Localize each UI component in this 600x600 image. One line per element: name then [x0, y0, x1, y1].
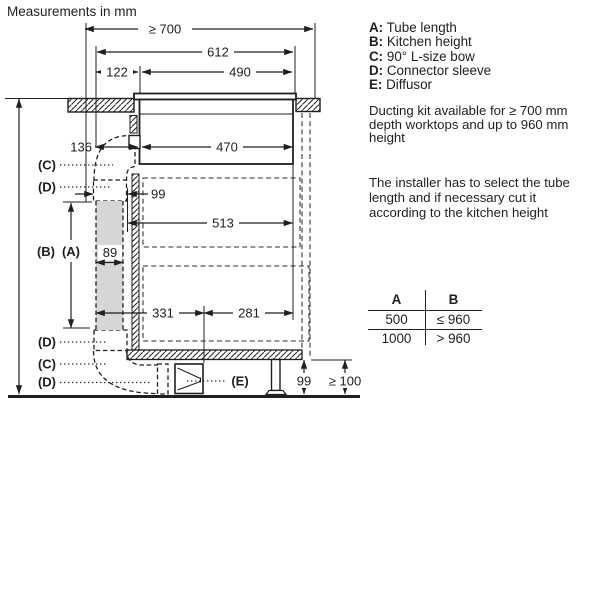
- ducting-note-line3: height: [369, 130, 405, 145]
- label-C-bottom: [38, 357, 106, 372]
- dim-513: 513: [212, 215, 234, 231]
- dimension-490: [142, 64, 292, 80]
- dim-281: 281: [238, 305, 260, 321]
- table-cell-a1: 500: [385, 312, 408, 327]
- table-cell-a2: 1000: [381, 330, 412, 346]
- legend-key-B: B:: [369, 34, 384, 50]
- label-E-text: (E): [231, 373, 249, 389]
- connector-sleeve-bottom: [94, 330, 127, 351]
- dim-331: 331: [152, 305, 174, 321]
- label-C-bottom-text: (C): [37, 356, 57, 372]
- worktop-left: [68, 99, 134, 113]
- legend-item-B: [369, 35, 491, 49]
- legend-item-E: [369, 78, 491, 92]
- dim-470: 470: [216, 139, 238, 155]
- cabinet-leg: [266, 360, 286, 395]
- dimension-89: [96, 245, 123, 263]
- page-title: Measurements in mm: [7, 4, 137, 19]
- legend-key-D: D:: [369, 62, 384, 78]
- cabinet-back-panel: [132, 174, 139, 350]
- downdraft-channel: [129, 116, 140, 149]
- dimension-plinth-min: [325, 360, 365, 394]
- dimension-tube-length-A: [62, 203, 80, 328]
- installer-note-line3: according to the kitchen height: [369, 205, 548, 220]
- table-column-divider: [425, 290, 426, 345]
- dim-122: 122: [106, 64, 128, 80]
- installer-note-line2: length and if necessary cut it: [369, 190, 537, 205]
- dimension-513: [128, 215, 293, 231]
- connector-sleeve-top: [94, 180, 127, 201]
- label-D-top: [38, 180, 110, 195]
- label-D-top-text: (D): [37, 179, 57, 195]
- dimension-worktop-depth: [85, 21, 313, 37]
- label-D-middle-text: (D): [37, 334, 57, 350]
- dimension-281: [204, 305, 293, 321]
- label-C-top: [38, 158, 113, 173]
- legend-label-A: Tube length: [386, 20, 457, 35]
- air-duct-tube: [96, 201, 123, 330]
- ducting-note-line1: Ducting kit available for ≥ 700 mm: [369, 103, 568, 118]
- diffusor: [175, 364, 203, 394]
- legend-item-A: [369, 21, 491, 35]
- dimension-136: [70, 140, 138, 155]
- legend-label-D: Connector sleeve: [386, 62, 492, 78]
- label-C-top-text: (C): [37, 157, 57, 173]
- legend-label-C: 90° L-size bow: [386, 48, 475, 64]
- dim-worktop-depth: ≥ 700: [148, 21, 182, 37]
- dim-99-bottom: 99: [296, 373, 312, 389]
- dimension-99-bottom: [294, 360, 314, 394]
- ducting-kit-note: [369, 104, 568, 145]
- legend-key-E: E:: [369, 77, 383, 93]
- dim-490: 490: [229, 64, 251, 80]
- dim-89: 89: [102, 245, 118, 260]
- cabinet-bottom-panel: [127, 350, 302, 360]
- label-D-bottom-text: (D): [37, 374, 57, 390]
- legend-label-B: Kitchen height: [386, 34, 472, 50]
- dim-plinth-min: ≥ 100: [328, 373, 362, 389]
- dimension-122: [96, 64, 138, 80]
- connector-sleeve-diffusor: [158, 364, 169, 394]
- dim-136: 136: [70, 139, 92, 155]
- tube-length-table: [368, 291, 482, 347]
- legend-key-C: C:: [369, 48, 384, 64]
- installer-note: [369, 175, 570, 220]
- dimension-kitchen-height-B: [19, 99, 55, 394]
- dimension-99-top: [75, 187, 165, 202]
- table-header-B: B: [448, 292, 459, 307]
- dim-99-top: 99: [151, 186, 166, 202]
- legend-key-A: A:: [369, 20, 384, 35]
- legend-item-C: [369, 50, 491, 64]
- legend-item-D: [369, 64, 491, 78]
- parts-legend: [369, 21, 491, 92]
- ducting-note-line2: depth worktops and up to 960 mm: [369, 116, 569, 132]
- label-A: (A): [61, 244, 81, 259]
- dimension-612: [97, 44, 293, 60]
- label-B: (B): [36, 244, 56, 259]
- table-header-A: A: [391, 292, 402, 307]
- label-D-bottom: [38, 375, 151, 390]
- installer-note-line1: The installer has to select the tube: [369, 175, 570, 190]
- table-cell-b1: ≤ 960: [436, 312, 471, 327]
- label-D-middle: [38, 335, 108, 350]
- dim-612: 612: [207, 44, 229, 60]
- table-cell-b2: > 960: [436, 330, 471, 346]
- worktop-right: [296, 99, 320, 112]
- legend-label-E: Diffusor: [386, 77, 433, 93]
